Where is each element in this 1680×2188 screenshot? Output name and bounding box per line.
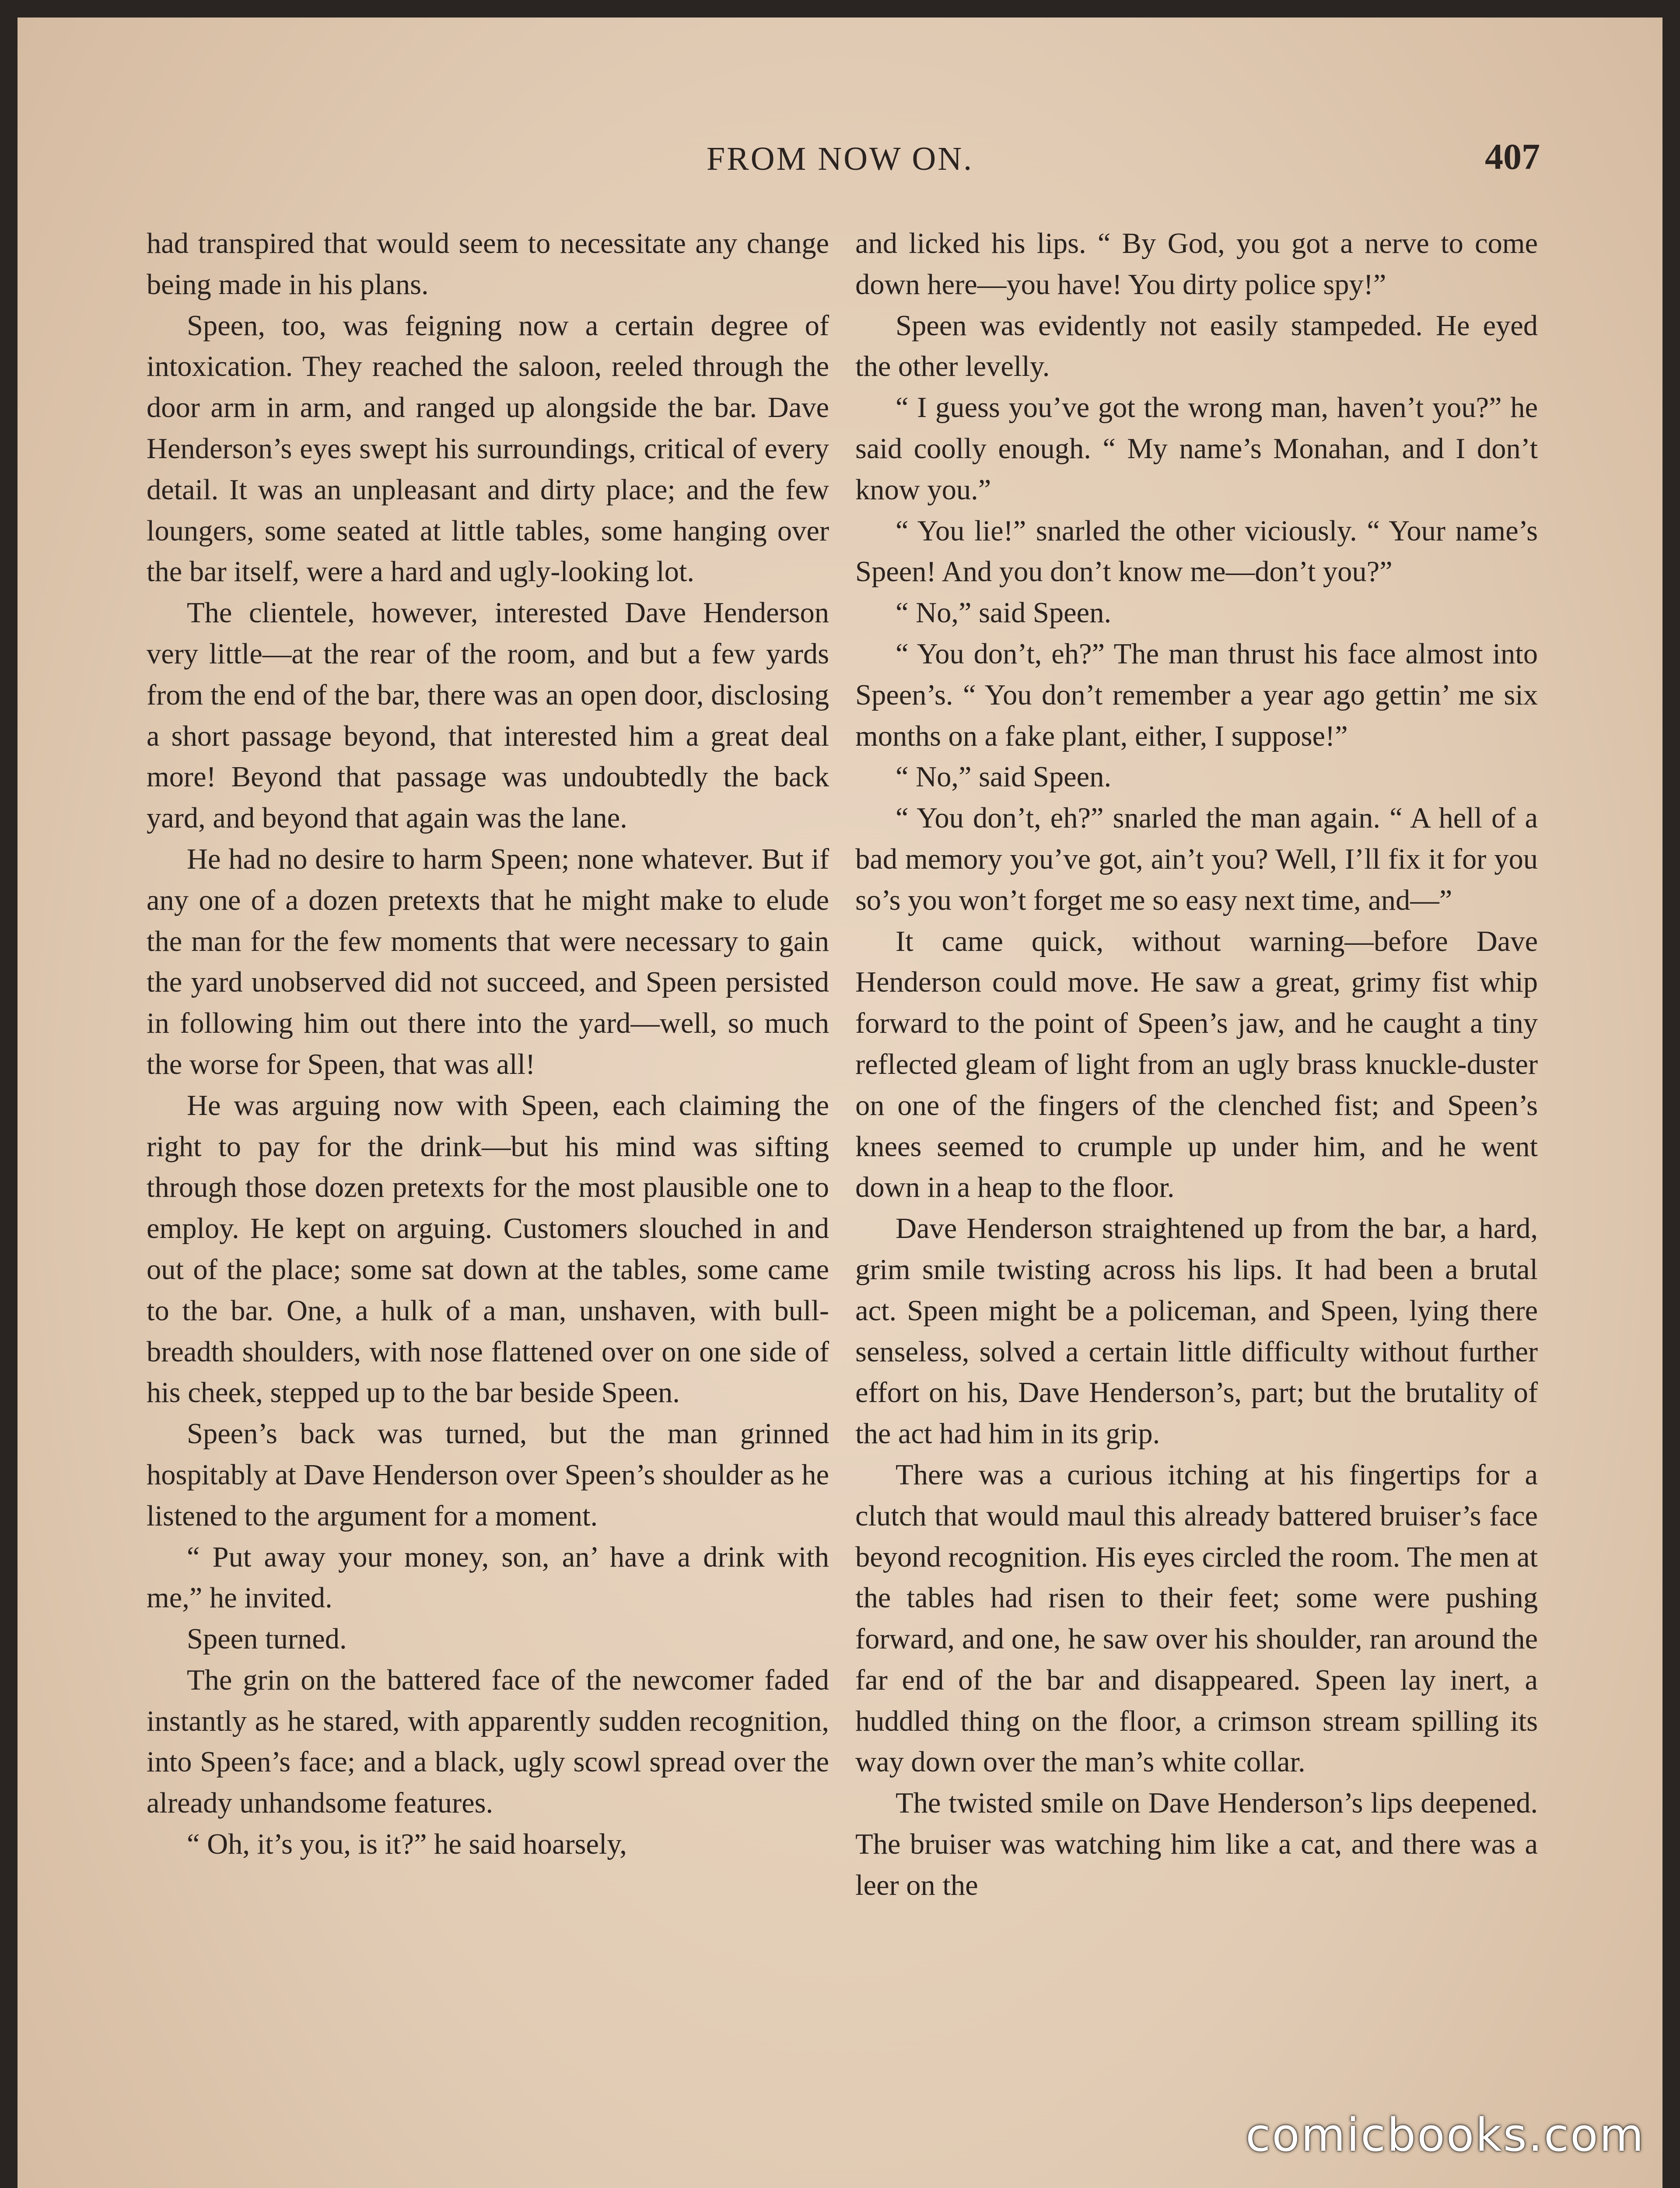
text-column-left xyxy=(147,223,829,2188)
paragraph: Speen’s back was turned, but the man grinned hospitably at Dave Henderson over Speen’s shoulder as he listened to the argument for a moment. xyxy=(147,1418,829,1532)
paragraph: It came quick, without warning—before Dave Henderson could move. He saw a great, grimy fist whip forward to the point of Speen’s jaw, and he caught a tiny reflected gleam of light from an ugly brass knuckle-duster on one of the fingers of the clenched fist; and Speen’s knees seemed to crumple up under him, and he went down in a heap to the floor. xyxy=(855,925,1538,1204)
paragraph: “ No,” said Speen. xyxy=(896,597,1112,629)
paragraph: “ No,” said Speen. xyxy=(896,761,1112,793)
paragraph: Dave Henderson straightened up from the bar, a hard, grim smile twisting across his lips. It had been a brutal act. Speen might be a policeman, and Speen, lying there senseless, solved a certain little difficulty without further effort on his, Dave Henderson’s, part; but the brutality of the act had him in its grip. xyxy=(855,1213,1538,1450)
paragraph: Speen was evidently not easily stampeded. He eyed the other levelly. xyxy=(855,309,1538,383)
paragraph: “ I guess you’ve got the wrong man, haven’t you?” he said coolly enough. “ My name’s Monahan, and I don’t know you.” xyxy=(855,392,1538,506)
paragraph: The grin on the battered face of the newcomer faded instantly as he stared, with apparently sudden recognition, into Speen’s face; and a black, ugly scowl spread over the already unhandsome features. xyxy=(147,1664,829,1820)
page-number: 407 xyxy=(1485,137,1540,177)
paragraph: Speen, too, was feigning now a certain degree of intoxication. They reached the saloon, reeled through the door arm in arm, and ranged up alongside the bar. Dave Henderson’s eyes swept his surroundings, critical of every detail. It was an unpleasant and dirty place; and the few loungers, some seated at little tables, some hanging over the bar itself, were a hard and ugly-looking lot. xyxy=(147,309,829,588)
paragraph: There was a curious itching at his fingertips for a clutch that would maul this already battered bruiser’s face beyond recognition. His eyes circled the room. The men at the tables had risen to their feet; some were pushing forward, and one, he saw over his shoulder, ran around the far end of the bar and disappeared. Speen lay inert, a huddled thing on the floor, a crimson stream spilling its way down over the man’s white collar. xyxy=(855,1459,1538,1778)
paragraph: He was arguing now with Speen, each claiming the right to pay for the drink—but his mind was sifting through those dozen pretexts for the most plausible one to employ. He kept on arguing. Customers slouched in and out of the place; some sat down at the tables, some came to the bar. One, a hulk of a man, unshaven, with bull-breadth shoulders, with nose flattened over on one side of his cheek, stepped up to the bar beside Speen. xyxy=(147,1089,829,1409)
text-column-right xyxy=(855,223,1538,2188)
continued-paragraph: and licked his lips. “ By God, you got a nerve to come down here—you have! You dirty police spy!” xyxy=(855,228,1538,301)
watermark-logo: comicbooks.com xyxy=(1245,2108,1645,2162)
paragraph: “ You don’t, eh?” The man thrust his face almost into Speen’s. “ You don’t remember a year ago gettin’ me six months on a fake plant, either, I suppose!” xyxy=(855,638,1538,752)
paragraph: Speen turned. xyxy=(187,1623,347,1655)
paragraph: “ You lie!” snarled the other viciously. “ Your name’s Speen! And you don’t know me—don’t you?” xyxy=(855,515,1538,588)
paragraph: “ Oh, it’s you, is it?” he said hoarsely, xyxy=(187,1828,627,1861)
page-header xyxy=(18,136,1662,188)
paragraph: He had no desire to harm Speen; none whatever. But if any one of a dozen pretexts that he might make to elude the man for the few moments that were necessary to gain the yard unobserved did not succeed, and Speen persisted in following him out there into the yard—well, so much the worse for Speen, that was all! xyxy=(147,843,829,1080)
paragraph: “ You don’t, eh?” snarled the man again. “ A hell of a bad memory you’ve got, ain’t you? Well, I’ll fix it for you so’s you won’t forget me so easy next time, and—” xyxy=(855,802,1538,916)
paragraph: The twisted smile on Dave Henderson’s lips deepened. The bruiser was watching him like a cat, and there was a leer on the xyxy=(855,1787,1538,1901)
continued-paragraph: had transpired that would seem to necessitate any change being made in his plans. xyxy=(147,228,829,301)
running-title: FROM NOW ON. xyxy=(706,140,974,177)
book-page xyxy=(18,18,1662,2188)
paragraph: “ Put away your money, son, an’ have a drink with me,” he invited. xyxy=(147,1541,829,1614)
paragraph: The clientele, however, interested Dave Henderson very little—at the rear of the room, and but a few yards from the end of the bar, there was an open door, disclosing a short passage beyond, that interested him a great deal more! Beyond that passage was undoubtedly the back yard, and beyond that again was the lane. xyxy=(147,597,829,835)
